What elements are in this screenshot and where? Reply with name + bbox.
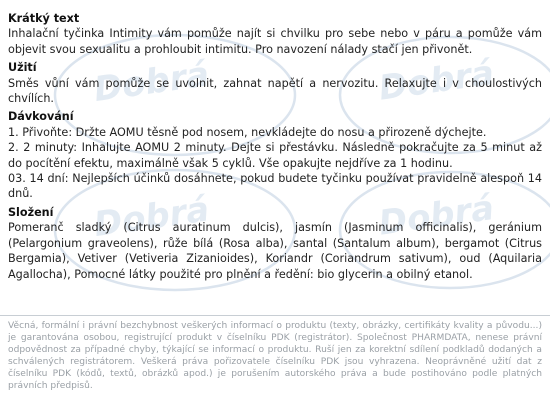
svg-text:Dobrá: Dobrá — [91, 54, 212, 111]
dosage-step: 1. Přivoňte: Držte AOMU těsně pod nosem, nevkládejte do nosu a přirozeně dýchejte. — [8, 125, 487, 139]
svg-text:Dobrá: Dobrá — [91, 189, 212, 246]
text-slozeni: Pomeranč sladký (Citrus auratinum dulcis), jasmín (Jasminum officinalis), geránium (Pelargonium graveolens), růže bílá (Rosa alba), santal (Santalum album), bergamot (Citrus Bergamia), Vetiver (Vetiveria Zizanioides), Koriandr (Coriandrum sativum), oud (Aquilaria Agallocha), Pomocné látky použité pro plnění a ředění: bio glycerin a obilný etanol. — [8, 221, 542, 281]
divider — [0, 315, 550, 316]
section-kratky-text — [8, 11, 542, 57]
section-slozeni — [8, 205, 542, 282]
svg-text:Dobrá: Dobrá — [376, 52, 497, 109]
dosage-step: 03. 14 dní: Nejlepších účinků dosáhnete, pokud budete tyčinku používat pravidelně alespoň 14 dnů. — [8, 172, 542, 201]
heading-davkovani: Dávkování — [8, 110, 74, 124]
product-description — [8, 11, 542, 285]
heading-kratky-text: Krátký text — [8, 12, 80, 25]
disclaimer-text: Věcná, formální i právní bezchybnost veškerých informací o produktu (texty, obrázky, certifikáty kvality a původu...) je garantována osobou, registrující produkt v číselníku PDK (registrátor). Společnost PHARMDATA, nenese právní odpovědnost za případné chyby, týkající se informací o produktu. Ruší jen za korektní sdílení podkladů dodaných a schválených registrátorem. Veškerá práva pořizovatele číselníku PDK jsou vyhrazena. Neoprávněné užití dat z číselníku PDK (kódů, textů, obrázků apod.) je porušením autorského práva a bude postihováno podle platných právních předpisů. — [8, 321, 542, 392]
disclaimer-block — [0, 315, 550, 393]
dosage-step: 2. 2 minuty: Inhalujte AOMU 2 minuty. Dejte si přestávku. Následně pokračujte za 5 minut až do pocítění efektu, maximálně však 5 cyklů. Vše opakujte nejdříve za 1 hodinu. — [8, 141, 542, 170]
text-kratky-text: Inhalační tyčinka Intimity vám pomůže najít si chvilku pro sebe nebo v páru a pomůže vám objevit svou sexualitu a prohloubit intimitu. Pro navození nálady stačí jen přivonět. — [8, 27, 542, 56]
text-uziti: Směs vůní vám pomůže se uvolnit, zahnat napětí a nervozitu. Relaxujte i v choulostivých chvílích. — [8, 76, 542, 106]
section-davkovani — [8, 109, 542, 201]
svg-text:Dobrá: Dobrá — [376, 187, 497, 244]
heading-slozeni: Složení — [8, 205, 54, 219]
heading-uziti: Užití — [8, 61, 37, 75]
section-uziti — [8, 60, 542, 106]
